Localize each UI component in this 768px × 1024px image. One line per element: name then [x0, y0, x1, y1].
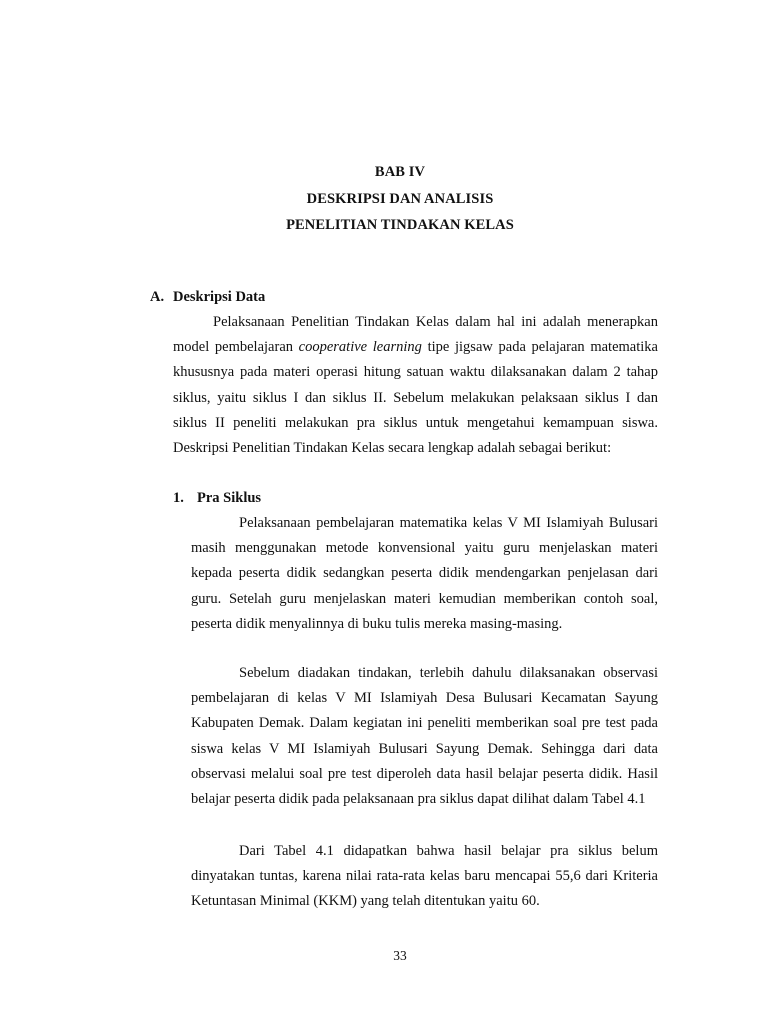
section-a-marker: A. — [150, 289, 165, 305]
page-number: 33 — [393, 948, 407, 963]
pra-siklus-paragraph-1: Pelaksanaan pembelajaran matematika kelas V MI Islamiyah Bulusari masih menggunakan metode konvensional yaitu guru menjelaskan materi kepada peserta didik sedangkan peserta didik mendengarkan penjelasan dari guru. Setelah guru menjelaskan materi kemudian memberikan contoh soal, peserta didik menyalinnya di buku tulis mereka masing-masing. — [191, 515, 658, 632]
chapter-title-line-2: PENELITIAN TINDAKAN KELAS — [286, 217, 514, 233]
chapter-label: BAB IV — [374, 164, 426, 180]
section-a-text-2: tipe jigsaw pada pelajaran matematika khususnya pada materi operasi hitung satuan waktu dilaksanakan dalam 2 tahap siklus, yaitu siklus I dan siklus II. Sebelum melakukan pelaksaan siklus I dan siklus II peneliti melakukan pra siklus untuk mengetahui kemampuan siswa. Deskripsi Penelitian Tindakan Kelas secara lengkap adalah sebagai berikut: — [173, 339, 658, 457]
section-a-paragraph — [173, 310, 658, 461]
chapter-title-line-1: DESKRIPSI DAN ANALISIS — [306, 191, 494, 207]
subsection-1-title: Pra Siklus — [197, 490, 262, 506]
subsection-1-marker: 1. — [173, 490, 184, 506]
section-a-emphasis: cooperative learning — [298, 339, 422, 356]
subsection-1-heading — [173, 490, 261, 507]
pra-siklus-paragraph-2: Sebelum diadakan tindakan, terlebih dahulu dilaksanakan observasi pembelajaran di kelas V MI Islamiyah Desa Bulusari Kecamatan Sayung Kabupaten Demak. Dalam kegiatan ini peneliti memberikan soal pre test pada siswa kelas V MI Islamiyah Bulusari Sayung Demak. Sehingga dari data observasi melalui soal pre test diperoleh data hasil belajar peserta didik. Hasil belajar peserta didik pada pelaksanaan pra siklus dapat dilihat dalam Tabel 4.1 — [191, 665, 658, 808]
pra-siklus-paragraph-3: Dari Tabel 4.1 didapatkan bahwa hasil belajar pra siklus belum dinyatakan tuntas, karena nilai rata-rata kelas baru mencapai 55,6 dari Kriteria Ketuntasan Minimal (KKM) yang telah ditentukan yaitu 60. — [191, 843, 658, 910]
section-a-text-1: Pelaksanaan Penelitian Tindakan Kelas dalam hal ini adalah menerapkan model pembelajaran — [173, 314, 658, 356]
section-a-title: Deskripsi Data — [173, 289, 266, 305]
section-a-heading — [150, 289, 265, 306]
